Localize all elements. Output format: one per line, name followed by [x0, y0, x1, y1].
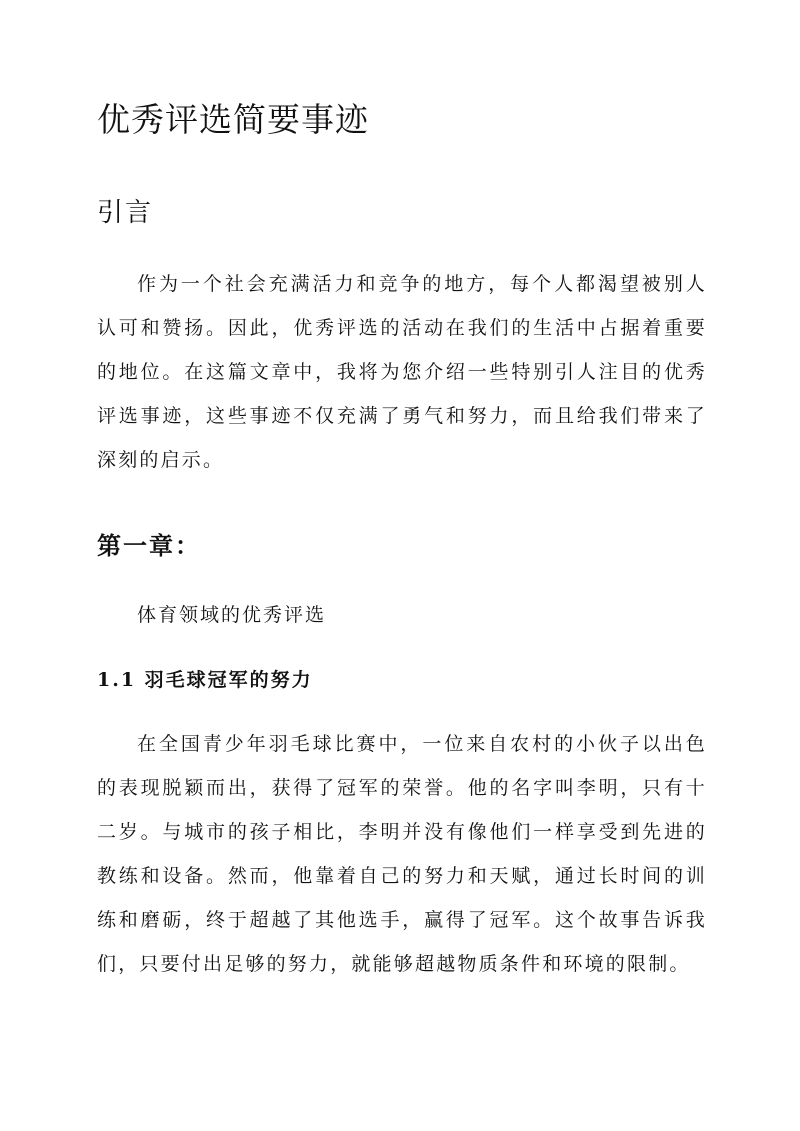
chapter-one-subtitle: 体育领域的优秀评选	[137, 604, 327, 626]
section-1-1-paragraph: 在全国青少年羽毛球比赛中，一位来自农村的小伙子以出色的表现脱颖而出，获得了冠军的荣誉。他的名字叫李明，只有十二岁。与城市的孩子相比，李明并没有像他们一样享受到先进的教练和设备。然而，他靠着自己的努力和天赋，通过长时间的训练和磨砺，终于超越了其他选手，赢得了冠军。这个故事告诉我们，只要付出足够的努力，就能够超越物质条件和环境的限制。	[97, 733, 707, 975]
intro-paragraph: 作为一个社会充满活力和竞争的地方，每个人都渴望被别人认可和赞扬。因此，优秀评选的活动在我们的生活中占据着重要的地位。在这篇文章中，我将为您介绍一些特别引人注目的优秀评选事迹，这些事迹不仅充满了勇气和努力，而且给我们带来了深刻的启示。	[97, 273, 707, 471]
chapter-one-heading: 第一章：	[97, 531, 201, 560]
intro-heading: 引言	[97, 198, 154, 228]
section-1-1-heading: 1.1 羽毛球冠军的努力	[97, 669, 313, 691]
document-title: 优秀评选简要事迹	[97, 100, 369, 139]
